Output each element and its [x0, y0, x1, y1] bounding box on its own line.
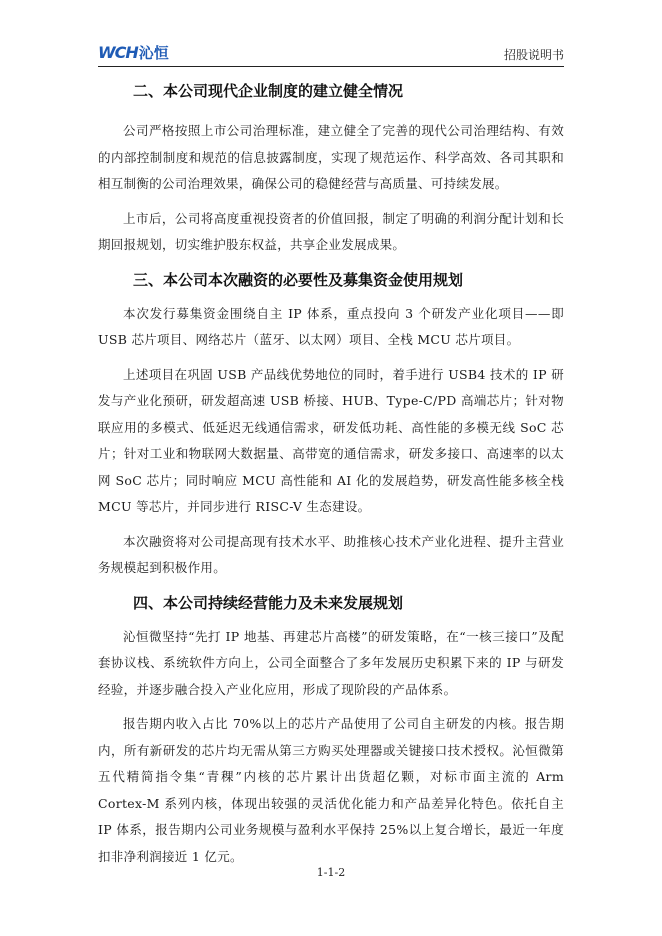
page-header [98, 40, 564, 67]
section-heading: 三、本公司本次融资的必要性及募集资金使用规划 [133, 270, 464, 289]
section-heading: 四、本公司持续经营能力及未来发展规划 [133, 593, 404, 612]
company-logo [98, 42, 169, 63]
paragraph: 上市后，公司将高度重视投资者的价值回报，制定了明确的利润分配计划和长期回报规划，切实维护股东权益，共享企业发展成果。 [98, 210, 564, 252]
paragraph: 沁恒微坚持“先打 IP 地基、再建芯片高楼”的研发策略，在“一核三接口”及配套协议栈、系统软件方向上，公司全面整合了多年发展历史积累下来的 IP 与研发经验，并逐步融合投入产业化应用，形成了现阶段的产品体系。 [98, 628, 564, 697]
paragraph: 本次融资将对公司提高现有技术水平、助推核心技术产业化进程、提升主营业务规模起到积极作用。 [98, 533, 564, 575]
paragraph: 本次发行募集资金围绕自主 IP 体系，重点投向 3 个研发产业化项目——即 USB 芯片项目、网络芯片（蓝牙、以太网）项目、全栈 MCU 芯片项目。 [98, 305, 564, 347]
paragraph: 上述项目在巩固 USB 产品线优势地位的同时，着手进行 USB4 技术的 IP 研发与产业化预研，研发超高速 USB 桥接、HUB、Type-C/PD 高端芯片；针对物联应用的多模式、低延迟无线通信需求，研发低功耗、高性能的多模无线 SoC 芯片；针对工业和物联网大数据量、高带宽的通信需求，研发多接口、高速率的以太网 SoC 芯片；同时响应 MCU 高性能和 AI 化的发展趋势，研发高性能多核全栈 MCU 等芯片，并同步进行 RISC-V 生态建设。 [98, 366, 564, 514]
page-body [98, 78, 564, 870]
logo-mark: WCH [98, 43, 138, 62]
page-number: 1-1-2 [316, 866, 346, 879]
section-heading: 二、本公司现代企业制度的建立健全情况 [133, 82, 404, 100]
paragraph: 公司严格按照上市公司治理标准，建立健全了完善的现代公司治理结构、有效的内部控制制度和规范的信息披露制度，实现了规范运作、科学高效、各司其职和相互制衡的公司治理效果，确保公司的稳健经营与高质量、可持续发展。 [98, 123, 564, 191]
paragraph: 报告期内收入占比 70%以上的芯片产品使用了公司自主研发的内核。报告期内，所有新研发的芯片均无需从第三方购买处理器或关键接口技术授权。沁恒微第五代精简指令集“青稞”内核的芯片累计出货超亿颗，对标市面主流的 Arm Cortex-M 系列内核，体现出较强的灵活优化能力和产品差异化特色。依托自主 IP 体系，报告期内公司业务规模与盈利水平保持 25%以上复合增长，最近一年度扣非净利润接近 1 亿元。 [98, 716, 564, 864]
logo-name: 沁恒 [138, 44, 169, 62]
document-type: 招股说明书 [503, 48, 564, 62]
